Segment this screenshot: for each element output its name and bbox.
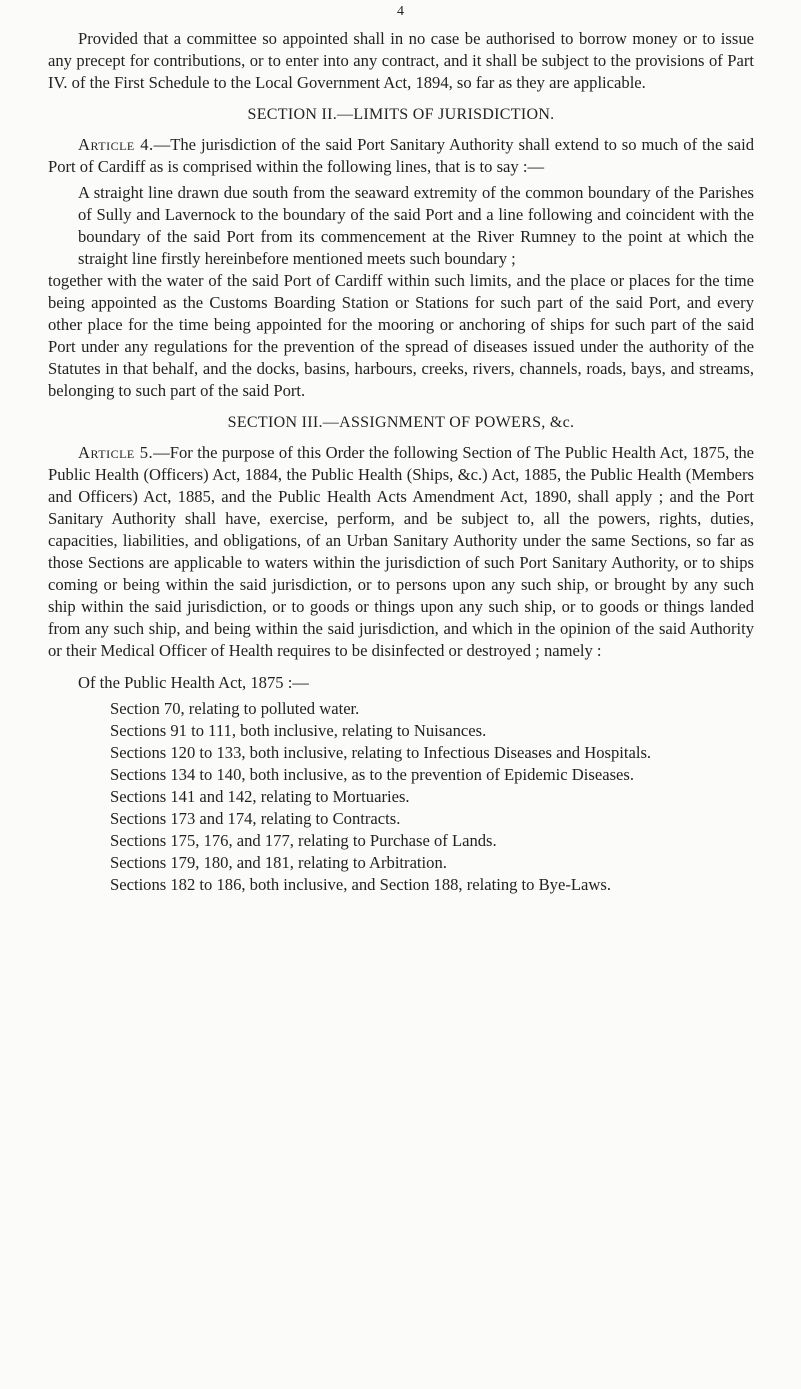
sections-list [48, 698, 754, 896]
article-4-label: Article 4. [78, 135, 154, 154]
list-item: Sections 179, 180, and 181, relating to Arbitration. [110, 853, 447, 872]
list-item: Sections 141 and 142, relating to Mortuaries. [110, 787, 410, 806]
article-5-paragraph [48, 442, 754, 662]
list-item: Section 70, relating to polluted water. [110, 699, 360, 718]
list-item: Sections 120 to 133, both inclusive, relating to Infectious Diseases and Hospitals. [110, 743, 652, 762]
section-3-heading: SECTION III.—ASSIGNMENT OF POWERS, &c. [227, 414, 575, 431]
page-content [48, 28, 754, 896]
list-item: Sections 91 to 111, both inclusive, relating to Nuisances. [110, 721, 487, 740]
section-2-heading: SECTION II.—LIMITS OF JURISDICTION. [247, 106, 555, 123]
article-5-label: Article 5. [78, 443, 154, 462]
list-item: Sections 134 to 140, both inclusive, as to the prevention of Epidemic Diseases. [110, 765, 634, 784]
list-item: Sections 175, 176, and 177, relating to Purchase of Lands. [110, 831, 497, 850]
article-4-paragraph [48, 134, 754, 178]
article-4-text: —The jurisdiction of the said Port Sanitary Authority shall extend to so much of the said Port of Cardiff as is comprised within the following lines, that is to say :— [48, 135, 754, 176]
jurisdiction-waters-paragraph: together with the water of the said Port of Cardiff within such limits, and the place or places for the time being appointed as the Customs Boarding Station or Stations for such part of the said Port, and every other place for the time being appointed for the mooring or anchoring of ships for such part of the said Port under any regulations for the prevention of the spread of diseases issued under the authority of the Statutes in that behalf, and the docks, basins, harbours, creeks, rivers, channels, roads, bays, and streams, belonging to such part of the said Port. [48, 271, 754, 400]
boundary-description: A straight line drawn due south from the seaward extremity of the common boundary of the Parishes of Sully and Lavernock to the boundary of the said Port and a line following and coincident with the boundary of the said Port from its commencement at the River Rumney to the point at which the straight line firstly hereinbefore mentioned meets such boundary ; [78, 183, 754, 268]
list-intro: Of the Public Health Act, 1875 :— [78, 673, 309, 692]
list-item: Sections 173 and 174, relating to Contracts. [110, 809, 401, 828]
list-item: Sections 182 to 186, both inclusive, and Section 188, relating to Bye-Laws. [110, 875, 611, 894]
page-number: 4 [397, 4, 404, 19]
proviso-paragraph: Provided that a committee so appointed shall in no case be authorised to borrow money or to issue any precept for contributions, or to enter into any contract, and it shall be subject to the provisions of Part IV. of the First Schedule to the Local Government Act, 1894, so far as they are applicable. [48, 29, 754, 92]
article-5-text: —For the purpose of this Order the following Section of The Public Health Act, 1875, the Public Health (Officers) Act, 1884, the Public Health (Ships, &c.) Act, 1885, the Public Health (Members and Officers) Act, 1885, and the Public Health Acts Amendment Act, 1890, shall apply ; and the Port Sanitary Authority shall have, exercise, perform, and be subject to, all the powers, rights, duties, capacities, liabilities, and obligations, of an Urban Sanitary Authority under the same Sections, so far as those Sections are applicable to waters within the jurisdiction of such Port Sanitary Authority, or to ships coming or being within the said jurisdiction, or to persons upon any such ship, or brought by any such ship within the said jurisdiction, or to goods or things upon any such ship, or to goods or things landed from any such ship, and being within the said jurisdiction, and which in the opinion of the said Authority or their Medical Officer of Health requires to be disinfected or destroyed ; namely : [48, 443, 754, 660]
